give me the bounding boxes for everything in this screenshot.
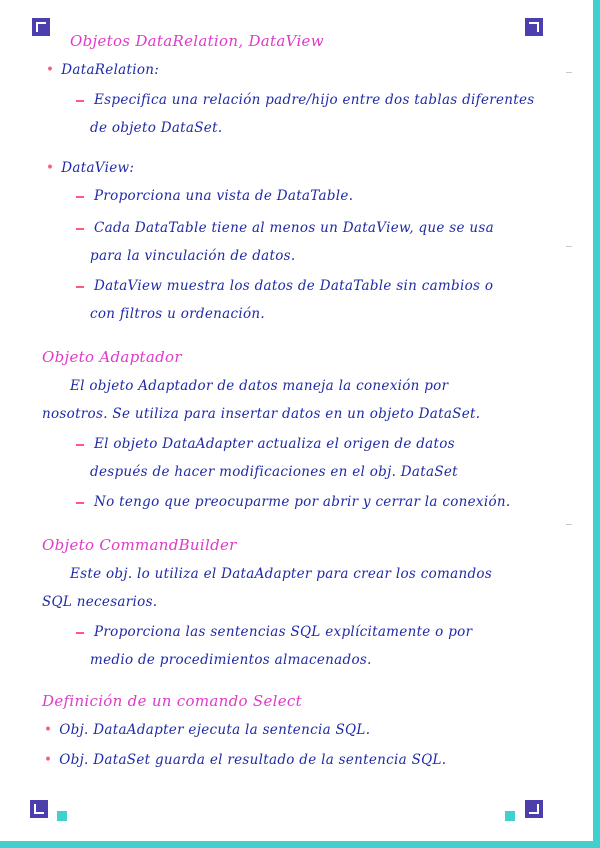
bullet-label: DataView:	[61, 160, 135, 176]
paragraph-line: El objeto Adaptador de datos maneja la conexión por	[70, 378, 449, 394]
paragraph-line: nosotros. Se utiliza para insertar datos en un objeto DataSet.	[42, 406, 481, 422]
bullet-dataRelation	[46, 62, 159, 78]
list-item-text: Especifica una relación padre/hijo entre dos tablas diferentes	[94, 92, 535, 108]
list-item	[76, 494, 510, 510]
margin-tick	[566, 72, 572, 73]
section-title-select-command: Definición de un comando Select	[42, 692, 302, 710]
dash-icon	[76, 228, 84, 230]
list-item-text: Proporciona las sentencias SQL explícitamente o por	[94, 624, 473, 640]
dash-icon	[76, 502, 84, 504]
corner-mark-top-left	[32, 18, 50, 36]
dash-icon	[76, 286, 84, 288]
bullet-label: DataRelation:	[61, 62, 160, 78]
bullet-item	[44, 722, 370, 738]
list-item-text: DataView muestra los datos de DataTable sin cambios o	[94, 278, 494, 294]
list-item-continuation: medio de procedimientos almacenados.	[90, 652, 372, 668]
corner-mark-bottom-left	[30, 800, 48, 818]
dash-icon	[76, 196, 84, 198]
bullet-dot-icon: •	[44, 752, 53, 768]
bullet-text: Obj. DataSet guarda el resultado de la sentencia SQL.	[59, 752, 447, 768]
corner-square-bottom-right	[505, 811, 515, 821]
dash-icon	[76, 444, 84, 446]
bullet-dot-icon: •	[44, 722, 53, 738]
corner-mark-top-right	[525, 18, 543, 36]
list-item-text: El objeto DataAdapter actualiza el origen de datos	[94, 436, 455, 452]
list-item-continuation: después de hacer modificaciones en el obj. DataSet	[90, 464, 458, 480]
paragraph-line: Este obj. lo utiliza el DataAdapter para crear los comandos	[70, 566, 493, 582]
list-item-text: Cada DataTable tiene al menos un DataView, que se usa	[94, 220, 494, 236]
bullet-dataView	[46, 160, 134, 176]
bullet-item	[44, 752, 446, 768]
list-item	[76, 436, 455, 452]
list-item	[76, 278, 493, 294]
section-title-adaptador: Objeto Adaptador	[42, 348, 182, 366]
list-item	[76, 624, 472, 640]
list-item	[76, 220, 494, 236]
list-item-text: Proporciona una vista de DataTable.	[94, 188, 354, 204]
list-item	[76, 188, 353, 204]
list-item	[76, 92, 535, 108]
list-item-text: No tengo que preocuparme por abrir y cerrar la conexión.	[94, 494, 511, 510]
bullet-text: Obj. DataAdapter ejecuta la sentencia SQL.	[59, 722, 371, 738]
section-title-commandBuilder: Objeto CommandBuilder	[42, 536, 237, 554]
list-item-continuation: con filtros u ordenación.	[90, 306, 265, 322]
margin-tick	[566, 246, 572, 247]
corner-square-bottom-left	[57, 811, 67, 821]
dash-icon	[76, 100, 84, 102]
bullet-dot-icon: •	[46, 62, 55, 78]
margin-tick	[566, 524, 572, 525]
dash-icon	[76, 632, 84, 634]
paragraph-line: SQL necesarios.	[42, 594, 158, 610]
section-title-dataRelation-dataView: Objetos DataRelation, DataView	[70, 32, 324, 50]
bullet-dot-icon: •	[46, 160, 55, 176]
list-item-continuation: para la vinculación de datos.	[90, 248, 296, 264]
list-item-continuation: de objeto DataSet.	[90, 120, 223, 136]
corner-mark-bottom-right	[525, 800, 543, 818]
